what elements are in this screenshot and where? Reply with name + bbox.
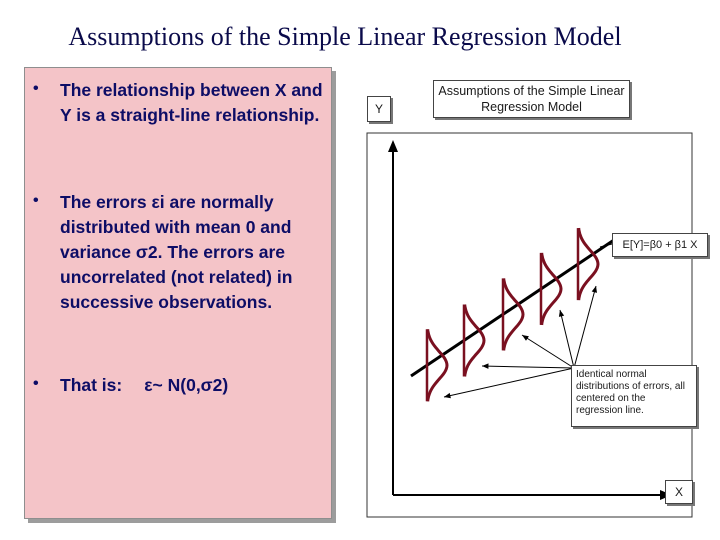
bullet-dot-icon: • <box>33 192 39 209</box>
bullet-text-part: The errors <box>60 192 152 212</box>
diagram-frame <box>367 133 692 517</box>
diagram-title-box: Assumptions of the Simple Linear Regression Model <box>433 80 630 118</box>
x-axis-label: X <box>665 480 693 504</box>
distribution-note-box: Identical normal distributions of errors, all centered on the regression line. <box>571 365 697 427</box>
bullet-text: The relationship between X and Y is a straight-line relationship. <box>60 80 323 125</box>
sigma-squared-symbol: σ2 <box>135 242 158 262</box>
regression-equation-box: E[Y]=β0 + β1 X <box>612 233 708 257</box>
bullet-lead: That is: <box>60 375 123 395</box>
bullet-dot-icon: • <box>33 80 39 97</box>
bullet-text-part: are normally distributed with mean 0 and variance <box>60 192 292 262</box>
epsilon-i-symbol: εi <box>151 192 165 212</box>
bullet-text-part: . The errors are uncorrelated (not related) in successive observations. <box>60 242 293 312</box>
y-axis-label: Y <box>367 96 391 122</box>
slide-title: Assumptions of the Simple Linear Regression Model <box>68 22 622 51</box>
bullet-dot-icon: • <box>33 375 39 392</box>
error-distribution-formula: ε~ N(0,σ2) <box>144 375 229 395</box>
